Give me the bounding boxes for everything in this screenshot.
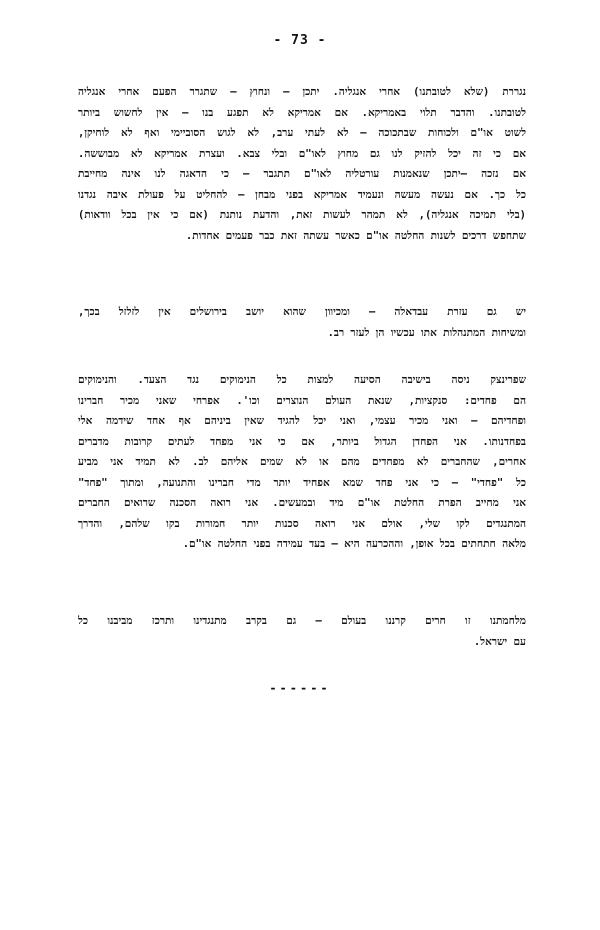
paragraph-3 [78, 370, 526, 555]
text-line: שפרינצק ניסה בישיבה הסיעה למצות כל הנימוקים נגד הצעד. והנימוקים [78, 374, 526, 386]
text-line: מלאה חתחתים בכל אופן, וההכרעה היא – בעד עמידה בפני החלטה או"ם. [182, 538, 526, 550]
text-line: אם נזכה –יתכן שנאמנות עורטליה לאו"ם תתגבר – כי הדאגה לנו אינה מחייבת [78, 168, 526, 180]
end-mark: ------ [269, 681, 331, 695]
text-line: בפחדנותו. אני הפחדן הגדול ביותר, אם כי אני מפחד לעתים קרובות מדברים [78, 435, 526, 448]
text-line: מלחמתנו זו חרים קרננו בעולם – גם בקרב מתנגדינו ותרכז מביבנו כל [78, 615, 526, 627]
text-line: יש גם עזרת עבדאלה – ומכיוון שהוא יושב בירושלים אין לזלזל בכך, [78, 306, 526, 318]
text-line: אני מחייב הפרת החלטת או"ם מיד ובמעשים. אני רואה הסכנה שרואים החברים [78, 497, 526, 509]
text-line: כל "פחדי" – כי אני פחד שמא אפחיד יותר מדי חברינו והתנועה, ומתוך "פחד" [78, 476, 526, 489]
text-line: לטובתנו. והדבר תלוי באמריקא. אם אמריקא לא תפגע בנו – אין לחשוש ביותר [78, 106, 526, 119]
page-number: - 73 - [273, 33, 327, 48]
text-line: עם ישראל. [473, 635, 526, 648]
text-line: הם פחדים: סנקציות, שנאת העולם הנוצרים וכו'. אפרחי שאני מכיר חברינו [78, 394, 526, 407]
paragraph-1 [78, 82, 526, 246]
text-line: אם כי זה יכל להזיק לנו גם מחוץ לאו"ם ובלי צבא. ועצרת אמריקא לא מבוששה. [78, 147, 526, 160]
text-line: נגררת (שלא לטובתנו) אחרי אנגליה. יתכן – ונחוץ – שתגרר הפעם אחרי אנגליה [78, 86, 526, 98]
text-line: (בלי תמיכה אנגליה), לא תמהר לעשות זאת, והדעת נותנת (אם כי אין בכל וודאות) [78, 209, 526, 221]
text-line: ומשיחות המתנהלות אתו עכשיו הן לעזר רב. [327, 326, 526, 339]
text-line: המתנגדים לקו שלי, אולם אני רואה סכנות יותר חמורות בקו שלהם, והדרך [78, 517, 526, 530]
paragraph-4 [78, 611, 526, 652]
text-line: אחרים, שהחברים לא מפחדים מהם או לא שמים אליהם לב. לא תמיד אני מביע [78, 456, 526, 468]
text-line: כל כך. אם נעשה מעשה ונעמיד אמריקא בפני מבחן – להחליט על פעולת איבה נגדנו [78, 188, 526, 201]
text-line: שתחפש דרכים לשנות החלטה או"ם כאשר עשתה זאת כבר פעמים אחדות. [185, 229, 526, 242]
text-line: ופחדיהם – ואני מכיר עצמי, ואני יכל להגיד שאין ביניהם אף אחד שידמה אלי [78, 415, 526, 427]
text-line: לשוט או"ם ולכוחות שבתכוכה – לא לעתי ערב, לא לגוש הסוביימי ואף לא לוחיקן, [78, 127, 526, 139]
paragraph-2 [78, 302, 526, 343]
